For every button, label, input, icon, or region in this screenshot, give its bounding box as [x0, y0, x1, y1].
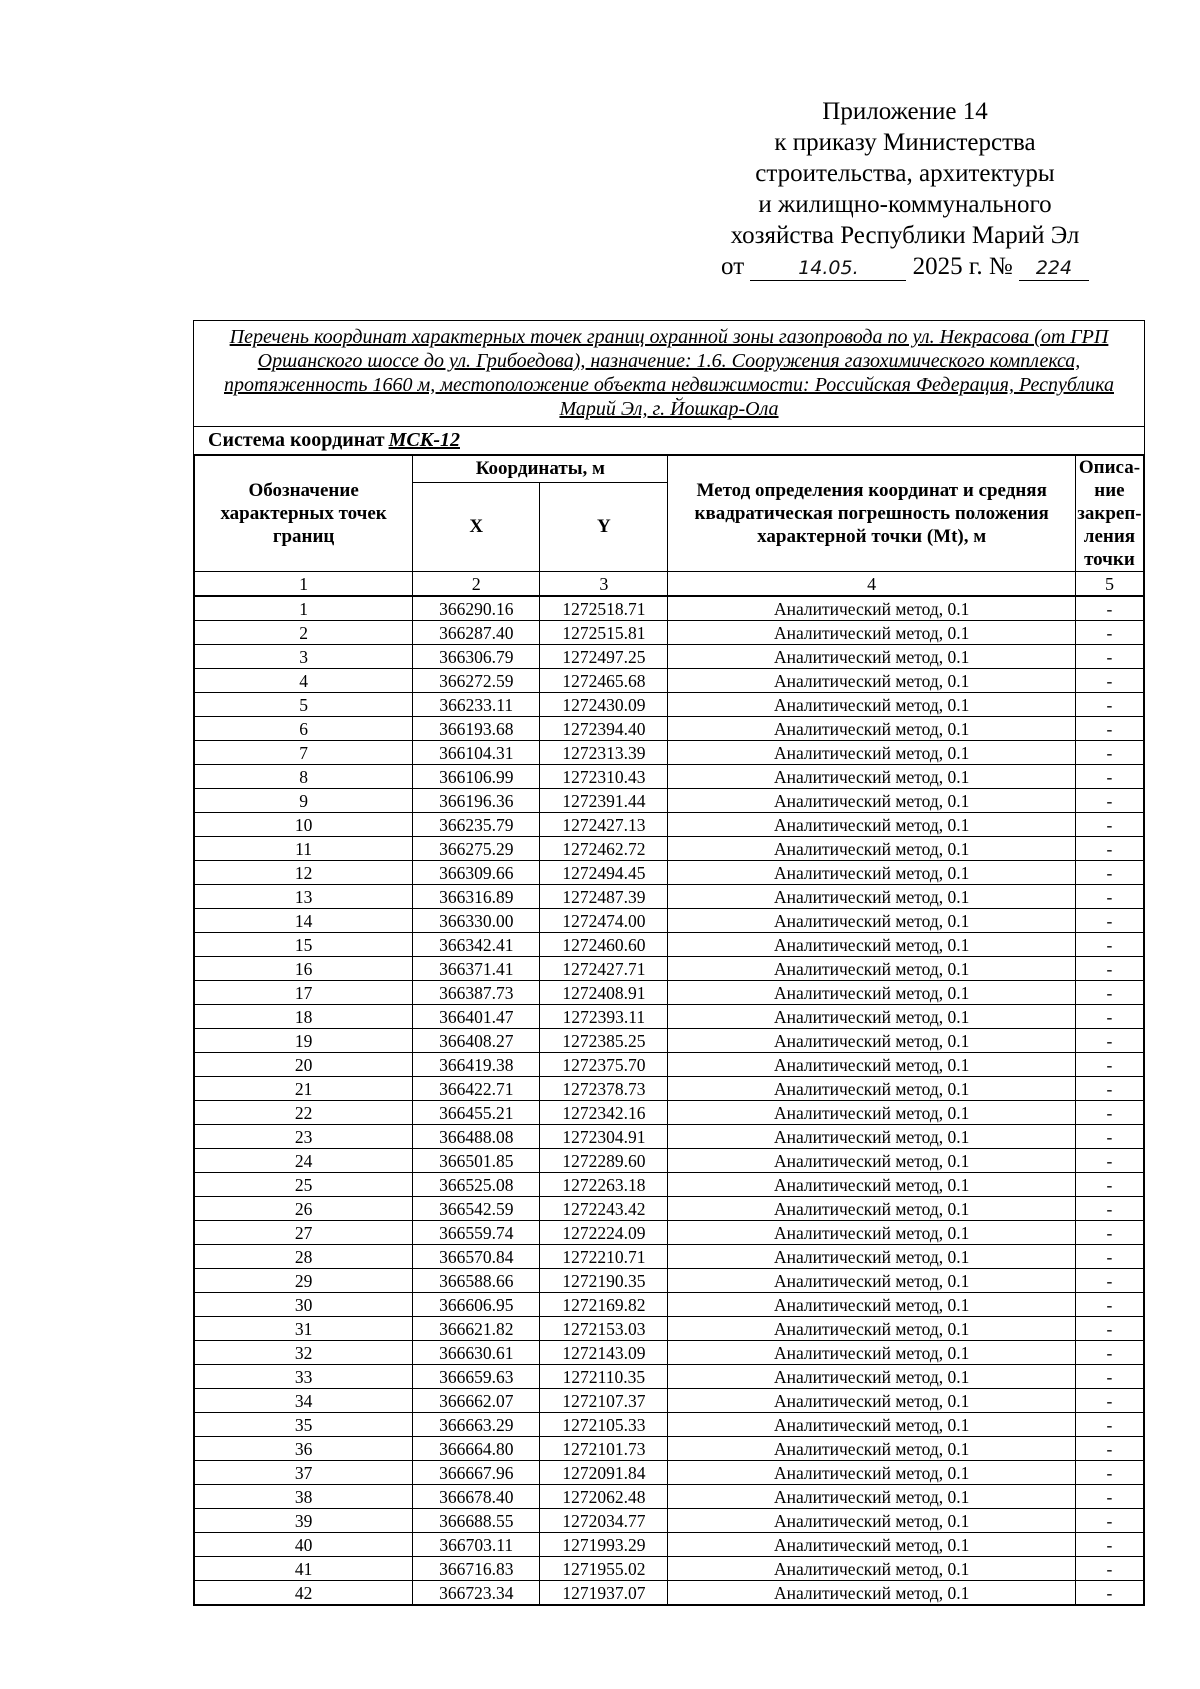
point-number-cell: 4: [195, 669, 413, 693]
fixing-description-cell: -: [1075, 621, 1143, 645]
coordinates-table: [194, 455, 1144, 1605]
fixing-description-cell: -: [1075, 1389, 1143, 1413]
header-y: Y: [540, 482, 668, 571]
y-coordinate-cell: 1272289.60: [540, 1149, 668, 1173]
y-coordinate-cell: 1272465.68: [540, 669, 668, 693]
table-row: [195, 1533, 1144, 1557]
method-cell: Аналитический метод, 0.1: [668, 1125, 1075, 1149]
method-cell: Аналитический метод, 0.1: [668, 1389, 1075, 1413]
point-number-cell: 20: [195, 1053, 413, 1077]
x-coordinate-cell: 366663.29: [413, 1413, 540, 1437]
table-row: [195, 1125, 1144, 1149]
table-row: [195, 813, 1144, 837]
table-row: [195, 1581, 1144, 1605]
x-coordinate-cell: 366606.95: [413, 1293, 540, 1317]
table-row: [195, 837, 1144, 861]
x-coordinate-cell: 366716.83: [413, 1557, 540, 1581]
x-coordinate-cell: 366275.29: [413, 837, 540, 861]
y-coordinate-cell: 1272153.03: [540, 1317, 668, 1341]
y-coordinate-cell: 1272105.33: [540, 1413, 668, 1437]
year-text: 2025 г. №: [912, 253, 1013, 280]
date-prefix: от: [721, 253, 745, 280]
point-number-cell: 33: [195, 1365, 413, 1389]
x-coordinate-cell: 366422.71: [413, 1077, 540, 1101]
fixing-description-cell: -: [1075, 885, 1143, 909]
point-number-cell: 12: [195, 861, 413, 885]
y-coordinate-cell: 1272487.39: [540, 885, 668, 909]
point-number-cell: 25: [195, 1173, 413, 1197]
method-cell: Аналитический метод, 0.1: [668, 909, 1075, 933]
header-line: и жилищно-коммунального: [758, 191, 1052, 218]
x-coordinate-cell: 366662.07: [413, 1389, 540, 1413]
point-number-cell: 23: [195, 1125, 413, 1149]
table-row: [195, 1029, 1144, 1053]
method-cell: Аналитический метод, 0.1: [668, 1317, 1075, 1341]
fixing-description-cell: -: [1075, 909, 1143, 933]
x-coordinate-cell: 366559.74: [413, 1221, 540, 1245]
method-cell: Аналитический метод, 0.1: [668, 1173, 1075, 1197]
method-cell: Аналитический метод, 0.1: [668, 1077, 1075, 1101]
method-cell: Аналитический метод, 0.1: [668, 885, 1075, 909]
fixing-description-cell: -: [1075, 861, 1143, 885]
point-number-cell: 41: [195, 1557, 413, 1581]
point-number-cell: 8: [195, 765, 413, 789]
fixing-description-cell: -: [1075, 765, 1143, 789]
column-number: 4: [668, 572, 1075, 597]
point-number-cell: 38: [195, 1485, 413, 1509]
table-row: [195, 741, 1144, 765]
point-number-cell: 16: [195, 957, 413, 981]
table-row: [195, 981, 1144, 1005]
point-number-cell: 31: [195, 1317, 413, 1341]
method-cell: Аналитический метод, 0.1: [668, 861, 1075, 885]
fixing-description-cell: -: [1075, 1173, 1143, 1197]
x-coordinate-cell: 366501.85: [413, 1149, 540, 1173]
y-coordinate-cell: 1272224.09: [540, 1221, 668, 1245]
fixing-description-cell: -: [1075, 1269, 1143, 1293]
method-cell: Аналитический метод, 0.1: [668, 1197, 1075, 1221]
method-cell: Аналитический метод, 0.1: [668, 1365, 1075, 1389]
x-coordinate-cell: 366387.73: [413, 981, 540, 1005]
point-number-cell: 26: [195, 1197, 413, 1221]
x-coordinate-cell: 366419.38: [413, 1053, 540, 1077]
fixing-description-cell: -: [1075, 1197, 1143, 1221]
method-cell: Аналитический метод, 0.1: [668, 1509, 1075, 1533]
table-row: [195, 717, 1144, 741]
x-coordinate-cell: 366667.96: [413, 1461, 540, 1485]
appendix-header: [690, 96, 1120, 282]
fixing-description-cell: -: [1075, 1509, 1143, 1533]
point-number-cell: 42: [195, 1581, 413, 1605]
table-row: [195, 1197, 1144, 1221]
table-row: [195, 1101, 1144, 1125]
method-cell: Аналитический метод, 0.1: [668, 1557, 1075, 1581]
y-coordinate-cell: 1272263.18: [540, 1173, 668, 1197]
fixing-description-cell: -: [1075, 813, 1143, 837]
x-coordinate-cell: 366688.55: [413, 1509, 540, 1533]
fixing-description-cell: -: [1075, 957, 1143, 981]
point-number-cell: 39: [195, 1509, 413, 1533]
method-cell: Аналитический метод, 0.1: [668, 813, 1075, 837]
fixing-description-cell: -: [1075, 981, 1143, 1005]
x-coordinate-cell: 366306.79: [413, 645, 540, 669]
method-cell: Аналитический метод, 0.1: [668, 693, 1075, 717]
fixing-description-cell: -: [1075, 1437, 1143, 1461]
point-number-cell: 13: [195, 885, 413, 909]
table-row: [195, 1221, 1144, 1245]
column-number: 1: [195, 572, 413, 597]
y-coordinate-cell: 1272243.42: [540, 1197, 668, 1221]
y-coordinate-cell: 1272430.09: [540, 693, 668, 717]
x-coordinate-cell: 366570.84: [413, 1245, 540, 1269]
method-cell: Аналитический метод, 0.1: [668, 645, 1075, 669]
header-method: Метод определения координат и средняя квадратическая погрешность положения характерной точки (Mt), м: [668, 456, 1075, 572]
y-coordinate-cell: 1272497.25: [540, 645, 668, 669]
method-cell: Аналитический метод, 0.1: [668, 621, 1075, 645]
table-row: [195, 885, 1144, 909]
coord-system-value: МСК-12: [388, 429, 460, 451]
fixing-description-cell: -: [1075, 1005, 1143, 1029]
method-cell: Аналитический метод, 0.1: [668, 981, 1075, 1005]
method-cell: Аналитический метод, 0.1: [668, 789, 1075, 813]
column-number: 3: [540, 572, 668, 597]
y-coordinate-cell: 1272378.73: [540, 1077, 668, 1101]
x-coordinate-cell: 366542.59: [413, 1197, 540, 1221]
method-cell: Аналитический метод, 0.1: [668, 1485, 1075, 1509]
y-coordinate-cell: 1272385.25: [540, 1029, 668, 1053]
table-row: [195, 1005, 1144, 1029]
y-coordinate-cell: 1272427.13: [540, 813, 668, 837]
x-coordinate-cell: 366272.59: [413, 669, 540, 693]
point-number-cell: 7: [195, 741, 413, 765]
fixing-description-cell: -: [1075, 1293, 1143, 1317]
table-row: [195, 861, 1144, 885]
x-coordinate-cell: 366235.79: [413, 813, 540, 837]
fixing-description-cell: -: [1075, 1557, 1143, 1581]
table-row: [195, 765, 1144, 789]
point-number-cell: 35: [195, 1413, 413, 1437]
method-cell: Аналитический метод, 0.1: [668, 837, 1075, 861]
table-body: [195, 572, 1144, 1605]
method-cell: Аналитический метод, 0.1: [668, 669, 1075, 693]
method-cell: Аналитический метод, 0.1: [668, 1413, 1075, 1437]
method-cell: Аналитический метод, 0.1: [668, 1149, 1075, 1173]
header-line: хозяйства Республики Марий Эл: [730, 222, 1080, 249]
y-coordinate-cell: 1272107.37: [540, 1389, 668, 1413]
table-row: [195, 596, 1144, 621]
coord-system-label: Система координат: [208, 429, 385, 451]
header-line: Приложение 14: [822, 98, 988, 125]
fixing-description-cell: -: [1075, 1461, 1143, 1485]
fixing-description-cell: -: [1075, 837, 1143, 861]
method-cell: Аналитический метод, 0.1: [668, 765, 1075, 789]
table-row: [195, 1149, 1144, 1173]
table-row: [195, 1557, 1144, 1581]
point-number-cell: 34: [195, 1389, 413, 1413]
y-coordinate-cell: 1272210.71: [540, 1245, 668, 1269]
method-cell: Аналитический метод, 0.1: [668, 1581, 1075, 1605]
point-number-cell: 29: [195, 1269, 413, 1293]
y-coordinate-cell: 1272062.48: [540, 1485, 668, 1509]
x-coordinate-cell: 366316.89: [413, 885, 540, 909]
method-cell: Аналитический метод, 0.1: [668, 957, 1075, 981]
y-coordinate-cell: 1272427.71: [540, 957, 668, 981]
table-row: [195, 621, 1144, 645]
x-coordinate-cell: 366588.66: [413, 1269, 540, 1293]
table-row: [195, 1053, 1144, 1077]
point-number-cell: 21: [195, 1077, 413, 1101]
method-cell: Аналитический метод, 0.1: [668, 1053, 1075, 1077]
x-coordinate-cell: 366233.11: [413, 693, 540, 717]
table-row: [195, 1293, 1144, 1317]
fixing-description-cell: -: [1075, 645, 1143, 669]
method-cell: Аналитический метод, 0.1: [668, 717, 1075, 741]
x-coordinate-cell: 366330.00: [413, 909, 540, 933]
y-coordinate-cell: 1271937.07: [540, 1581, 668, 1605]
x-coordinate-cell: 366621.82: [413, 1317, 540, 1341]
point-number-cell: 9: [195, 789, 413, 813]
table-row: [195, 1341, 1144, 1365]
y-coordinate-cell: 1272101.73: [540, 1437, 668, 1461]
point-number-cell: 10: [195, 813, 413, 837]
method-cell: Аналитический метод, 0.1: [668, 1533, 1075, 1557]
table-row: [195, 1077, 1144, 1101]
fixing-description-cell: -: [1075, 1413, 1143, 1437]
fixing-description-cell: -: [1075, 669, 1143, 693]
x-coordinate-cell: 366408.27: [413, 1029, 540, 1053]
y-coordinate-cell: 1272494.45: [540, 861, 668, 885]
point-number-cell: 27: [195, 1221, 413, 1245]
y-coordinate-cell: 1272110.35: [540, 1365, 668, 1389]
fixing-description-cell: -: [1075, 1581, 1143, 1605]
method-cell: Аналитический метод, 0.1: [668, 1341, 1075, 1365]
table-row: [195, 1389, 1144, 1413]
fixing-description-cell: -: [1075, 1077, 1143, 1101]
table-row: [195, 933, 1144, 957]
method-cell: Аналитический метод, 0.1: [668, 1269, 1075, 1293]
y-coordinate-cell: 1272408.91: [540, 981, 668, 1005]
method-cell: Аналитический метод, 0.1: [668, 1293, 1075, 1317]
table-row: [195, 1485, 1144, 1509]
x-coordinate-cell: 366455.21: [413, 1101, 540, 1125]
table-row: [195, 1173, 1144, 1197]
point-number-cell: 22: [195, 1101, 413, 1125]
point-number-cell: 30: [195, 1293, 413, 1317]
fixing-description-cell: -: [1075, 789, 1143, 813]
column-number: 2: [413, 572, 540, 597]
header-coords: Координаты, м: [413, 456, 668, 483]
coord-system-row: [194, 427, 1144, 455]
fixing-description-cell: -: [1075, 1317, 1143, 1341]
fixing-description-cell: -: [1075, 1221, 1143, 1245]
method-cell: Аналитический метод, 0.1: [668, 1029, 1075, 1053]
method-cell: Аналитический метод, 0.1: [668, 1005, 1075, 1029]
y-coordinate-cell: 1272342.16: [540, 1101, 668, 1125]
point-number-cell: 3: [195, 645, 413, 669]
y-coordinate-cell: 1272518.71: [540, 596, 668, 621]
column-number-row: [195, 572, 1144, 597]
document-title: Перечень координат характерных точек границ охранной зоны газопровода по ул. Некрасова (от ГРП Оршанского шоссе до ул. Грибоедова), назначение: 1.6. Сооружения газохимического комплекса, протяженность 1660 м, местоположение объекта недвижимости: Российская Федерация, Республика Марий Эл, г. Йошкар-Ола: [194, 321, 1144, 427]
point-number-cell: 14: [195, 909, 413, 933]
header-x: X: [413, 482, 540, 571]
method-cell: Аналитический метод, 0.1: [668, 1221, 1075, 1245]
fixing-description-cell: -: [1075, 741, 1143, 765]
table-row: [195, 1317, 1144, 1341]
method-cell: Аналитический метод, 0.1: [668, 1437, 1075, 1461]
handwritten-order-number: 224: [1019, 256, 1089, 281]
column-number: 5: [1075, 572, 1143, 597]
x-coordinate-cell: 366703.11: [413, 1533, 540, 1557]
fixing-description-cell: -: [1075, 1149, 1143, 1173]
table-row: [195, 1245, 1144, 1269]
y-coordinate-cell: 1271993.29: [540, 1533, 668, 1557]
table-row: [195, 1269, 1144, 1293]
fixing-description-cell: -: [1075, 1485, 1143, 1509]
point-number-cell: 37: [195, 1461, 413, 1485]
x-coordinate-cell: 366401.47: [413, 1005, 540, 1029]
point-number-cell: 6: [195, 717, 413, 741]
fixing-description-cell: -: [1075, 1533, 1143, 1557]
method-cell: Аналитический метод, 0.1: [668, 933, 1075, 957]
y-coordinate-cell: 1271955.02: [540, 1557, 668, 1581]
header-desc: Описа-ние закреп-ления точки: [1077, 457, 1142, 570]
point-number-cell: 28: [195, 1245, 413, 1269]
x-coordinate-cell: 366309.66: [413, 861, 540, 885]
method-cell: Аналитический метод, 0.1: [668, 741, 1075, 765]
header-line: строительства, архитектуры: [755, 160, 1055, 187]
header-line: к приказу Министерства: [774, 129, 1036, 156]
fixing-description-cell: -: [1075, 596, 1143, 621]
fixing-description-cell: -: [1075, 717, 1143, 741]
point-number-cell: 11: [195, 837, 413, 861]
point-number-cell: 5: [195, 693, 413, 717]
fixing-description-cell: -: [1075, 1365, 1143, 1389]
x-coordinate-cell: 366678.40: [413, 1485, 540, 1509]
x-coordinate-cell: 366290.16: [413, 596, 540, 621]
y-coordinate-cell: 1272515.81: [540, 621, 668, 645]
y-coordinate-cell: 1272304.91: [540, 1125, 668, 1149]
fixing-description-cell: -: [1075, 1029, 1143, 1053]
table-row: [195, 1365, 1144, 1389]
method-cell: Аналитический метод, 0.1: [668, 1461, 1075, 1485]
y-coordinate-cell: 1272091.84: [540, 1461, 668, 1485]
table-row: [195, 1413, 1144, 1437]
fixing-description-cell: -: [1075, 1245, 1143, 1269]
y-coordinate-cell: 1272474.00: [540, 909, 668, 933]
method-cell: Аналитический метод, 0.1: [668, 1101, 1075, 1125]
x-coordinate-cell: 366525.08: [413, 1173, 540, 1197]
handwritten-date: 14.05.: [750, 256, 906, 281]
x-coordinate-cell: 366196.36: [413, 789, 540, 813]
x-coordinate-cell: 366193.68: [413, 717, 540, 741]
fixing-description-cell: -: [1075, 1053, 1143, 1077]
x-coordinate-cell: 366342.41: [413, 933, 540, 957]
y-coordinate-cell: 1272460.60: [540, 933, 668, 957]
y-coordinate-cell: 1272169.82: [540, 1293, 668, 1317]
point-number-cell: 32: [195, 1341, 413, 1365]
y-coordinate-cell: 1272313.39: [540, 741, 668, 765]
table-row: [195, 1437, 1144, 1461]
x-coordinate-cell: 366630.61: [413, 1341, 540, 1365]
fixing-description-cell: -: [1075, 1341, 1143, 1365]
table-row: [195, 693, 1144, 717]
table-row: [195, 957, 1144, 981]
fixing-description-cell: -: [1075, 1101, 1143, 1125]
x-coordinate-cell: 366664.80: [413, 1437, 540, 1461]
fixing-description-cell: -: [1075, 933, 1143, 957]
y-coordinate-cell: 1272375.70: [540, 1053, 668, 1077]
table-row: [195, 1509, 1144, 1533]
point-number-cell: 1: [195, 596, 413, 621]
y-coordinate-cell: 1272391.44: [540, 789, 668, 813]
method-cell: Аналитический метод, 0.1: [668, 596, 1075, 621]
fixing-description-cell: -: [1075, 1125, 1143, 1149]
point-number-cell: 19: [195, 1029, 413, 1053]
x-coordinate-cell: 366287.40: [413, 621, 540, 645]
point-number-cell: 36: [195, 1437, 413, 1461]
point-number-cell: 15: [195, 933, 413, 957]
table-row: [195, 669, 1144, 693]
x-coordinate-cell: 366659.63: [413, 1365, 540, 1389]
point-number-cell: 40: [195, 1533, 413, 1557]
y-coordinate-cell: 1272393.11: [540, 1005, 668, 1029]
point-number-cell: 24: [195, 1149, 413, 1173]
point-number-cell: 17: [195, 981, 413, 1005]
y-coordinate-cell: 1272190.35: [540, 1269, 668, 1293]
x-coordinate-cell: 366723.34: [413, 1581, 540, 1605]
table-row: [195, 1461, 1144, 1485]
x-coordinate-cell: 366104.31: [413, 741, 540, 765]
coordinates-frame: [193, 320, 1145, 1606]
x-coordinate-cell: 366106.99: [413, 765, 540, 789]
y-coordinate-cell: 1272394.40: [540, 717, 668, 741]
y-coordinate-cell: 1272310.43: [540, 765, 668, 789]
y-coordinate-cell: 1272143.09: [540, 1341, 668, 1365]
table-row: [195, 789, 1144, 813]
y-coordinate-cell: 1272034.77: [540, 1509, 668, 1533]
x-coordinate-cell: 366371.41: [413, 957, 540, 981]
table-row: [195, 909, 1144, 933]
header-point: Обозначение характерных точек границ: [195, 456, 413, 572]
x-coordinate-cell: 366488.08: [413, 1125, 540, 1149]
y-coordinate-cell: 1272462.72: [540, 837, 668, 861]
order-date-line: [690, 251, 1120, 282]
fixing-description-cell: -: [1075, 693, 1143, 717]
point-number-cell: 18: [195, 1005, 413, 1029]
method-cell: Аналитический метод, 0.1: [668, 1245, 1075, 1269]
table-row: [195, 645, 1144, 669]
point-number-cell: 2: [195, 621, 413, 645]
